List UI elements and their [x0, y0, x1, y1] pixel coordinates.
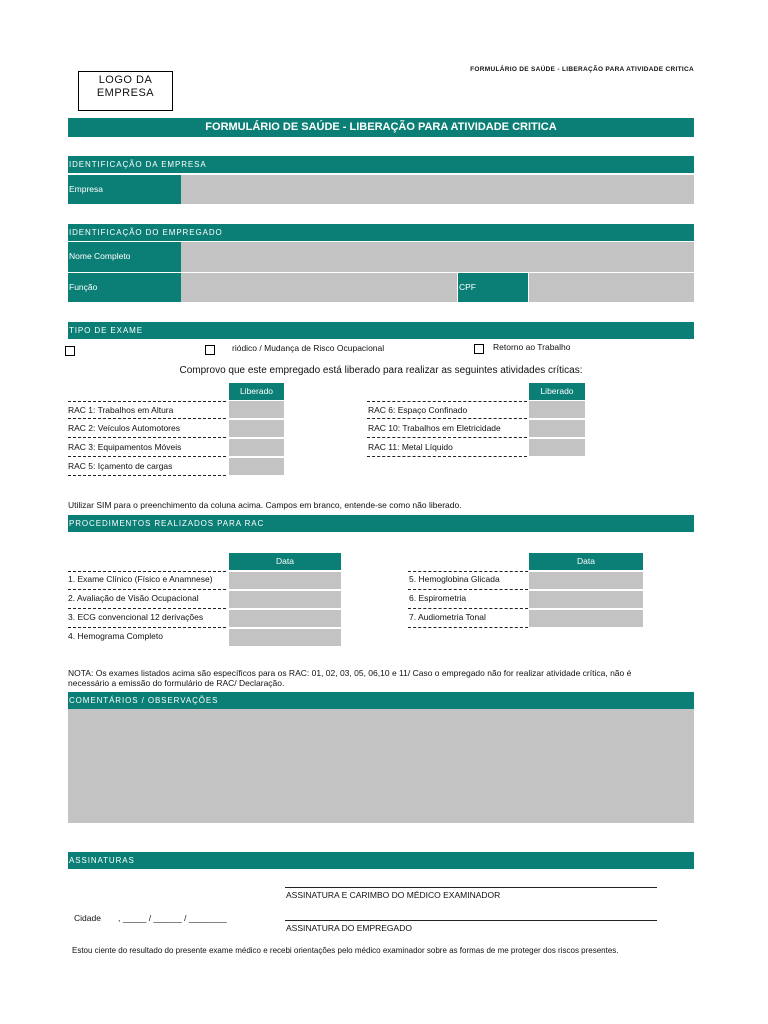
rac-right-cell[interactable] [529, 420, 585, 437]
proc-left-date-cell[interactable] [229, 629, 341, 646]
rac-right-cell[interactable] [529, 401, 585, 418]
rac-left-label: RAC 3: Equipamentos Móveis [68, 442, 182, 452]
empregado-signature-line[interactable] [285, 913, 657, 921]
proc-left-label: 4. Hemograma Completo [68, 631, 163, 641]
form-title: FORMULÁRIO DE SAÚDE - LIBERAÇÃO PARA ATIVIDADE CRITICA [68, 118, 694, 137]
rac-right-cell[interactable] [529, 439, 585, 456]
section-heading-empregado: IDENTIFICAÇÃO DO EMPREGADO [68, 224, 694, 241]
top-right-title: FORMULÁRIO DE SAÚDE - LIBERAÇÃO PARA ATIVIDADE CRITICA [470, 66, 694, 73]
rac-left-label: RAC 2: Veículos Automotores [68, 423, 180, 433]
exam-option2-checkbox[interactable] [205, 345, 215, 355]
rac-left-cell[interactable] [229, 458, 284, 475]
exam-option3-checkbox[interactable] [474, 344, 484, 354]
declaration-text: Estou ciente do resultado do presente exame médico e recebi orientações pelo médico examinador sobre as formas de me proteger dos riscos presentes. [72, 946, 619, 955]
exam-option3-label: Retorno ao Trabalho [493, 342, 571, 352]
company-logo-placeholder [78, 71, 173, 111]
rac-statement: Comprovo que este empregado está liberado para realizar as seguintes atividades críticas: [179, 365, 583, 376]
empregado-signature-label: ASSINATURA DO EMPREGADO [286, 923, 412, 933]
cpf-field[interactable] [529, 273, 694, 302]
cpf-label: CPF [458, 273, 528, 302]
exam-option1-checkbox[interactable] [65, 346, 75, 356]
procedimentos-note-line2: necessário a emissão do formulário de RAC/ Declaração. [68, 678, 285, 688]
funcao-field[interactable] [181, 273, 457, 302]
rac-left-cell[interactable] [229, 439, 284, 456]
rac-right-line [367, 410, 527, 419]
proc-right-label: 6. Espirometria [409, 593, 467, 603]
rac-right-label: RAC 10: Trabalhos em Eletricidade [368, 423, 501, 433]
nome-label: Nome Completo [68, 242, 181, 272]
proc-right-date-cell[interactable] [529, 572, 643, 589]
rac-left-line [68, 410, 226, 419]
funcao-label: Função [68, 273, 181, 302]
rac-left-cell[interactable] [229, 401, 284, 418]
proc-right-line [408, 619, 528, 628]
proc-right-label: 7. Audiometria Tonal [409, 612, 486, 622]
date-field[interactable]: , _____ / ______ / ________ [118, 913, 227, 923]
logo-line1: LOGO DA [98, 74, 153, 86]
proc-left-label: 3. ECG convencional 12 derivações [68, 612, 204, 622]
proc-left-column-header: Data [229, 553, 341, 570]
section-heading-procedimentos: PROCEDIMENTOS REALIZADOS PARA RAC [68, 515, 694, 532]
cidade-label: Cidade [74, 913, 101, 923]
section-heading-assinaturas: ASSINATURAS [68, 852, 694, 869]
rac-right-label: RAC 11: Metal Líquido [368, 442, 453, 452]
proc-left-label: 1. Exame Clínico (Físico e Anamnese) [68, 574, 213, 584]
rac-left-line [68, 448, 226, 457]
section-heading-comentarios: COMENTÁRIOS / OBSERVAÇÕES [68, 692, 694, 709]
proc-right-date-cell[interactable] [529, 591, 643, 608]
proc-left-label: 2. Avaliação de Visão Ocupacional [68, 593, 199, 603]
rac-right-line [367, 429, 527, 438]
rac-left-column-header: Liberado [229, 383, 284, 400]
rac-right-line [367, 448, 527, 457]
section-heading-empresa: IDENTIFICAÇÃO DA EMPRESA [68, 156, 694, 173]
proc-left-date-cell[interactable] [229, 572, 341, 589]
proc-right-column-header: Data [529, 553, 643, 570]
rac-note: Utilizar SIM para o preenchimento da coluna acima. Campos em branco, entende-se como não liberado. [68, 500, 462, 510]
logo-line2: EMPRESA [96, 87, 155, 99]
rac-left-label: RAC 1: Trabalhos em Altura [68, 405, 174, 415]
rac-right-column-header: Liberado [529, 383, 585, 400]
medico-signature-line[interactable] [285, 880, 657, 888]
proc-right-date-cell[interactable] [529, 610, 643, 627]
section-heading-tipo-exame: TIPO DE EXAME [68, 322, 694, 339]
proc-left-date-cell[interactable] [229, 591, 341, 608]
rac-left-line [68, 467, 226, 476]
proc-right-label: 5. Hemoglobina Glicada [409, 574, 500, 584]
empresa-field[interactable] [181, 175, 694, 204]
rac-left-cell[interactable] [229, 420, 284, 437]
rac-left-line [68, 429, 226, 438]
exam-option2-label: riódico / Mudança de Risco Ocupacional [232, 343, 385, 353]
empresa-label: Empresa [68, 175, 181, 204]
procedimentos-note-line1: NOTA: Os exames listados acima são específicos para os RAC: 01, 02, 03, 05, 06,10 e 11/ Caso o empregado não for realizar atividade crítica, não é [68, 668, 632, 678]
procedimentos-note [68, 668, 694, 688]
rac-right-label: RAC 6: Espaço Confinado [368, 405, 468, 415]
comentarios-textarea[interactable] [68, 709, 694, 823]
medico-signature-label: ASSINATURA E CARIMBO DO MÉDICO EXAMINADOR [286, 890, 501, 900]
nome-field[interactable] [181, 242, 694, 272]
rac-left-label: RAC 5: Içamento de cargas [68, 461, 173, 471]
proc-left-date-cell[interactable] [229, 610, 341, 627]
